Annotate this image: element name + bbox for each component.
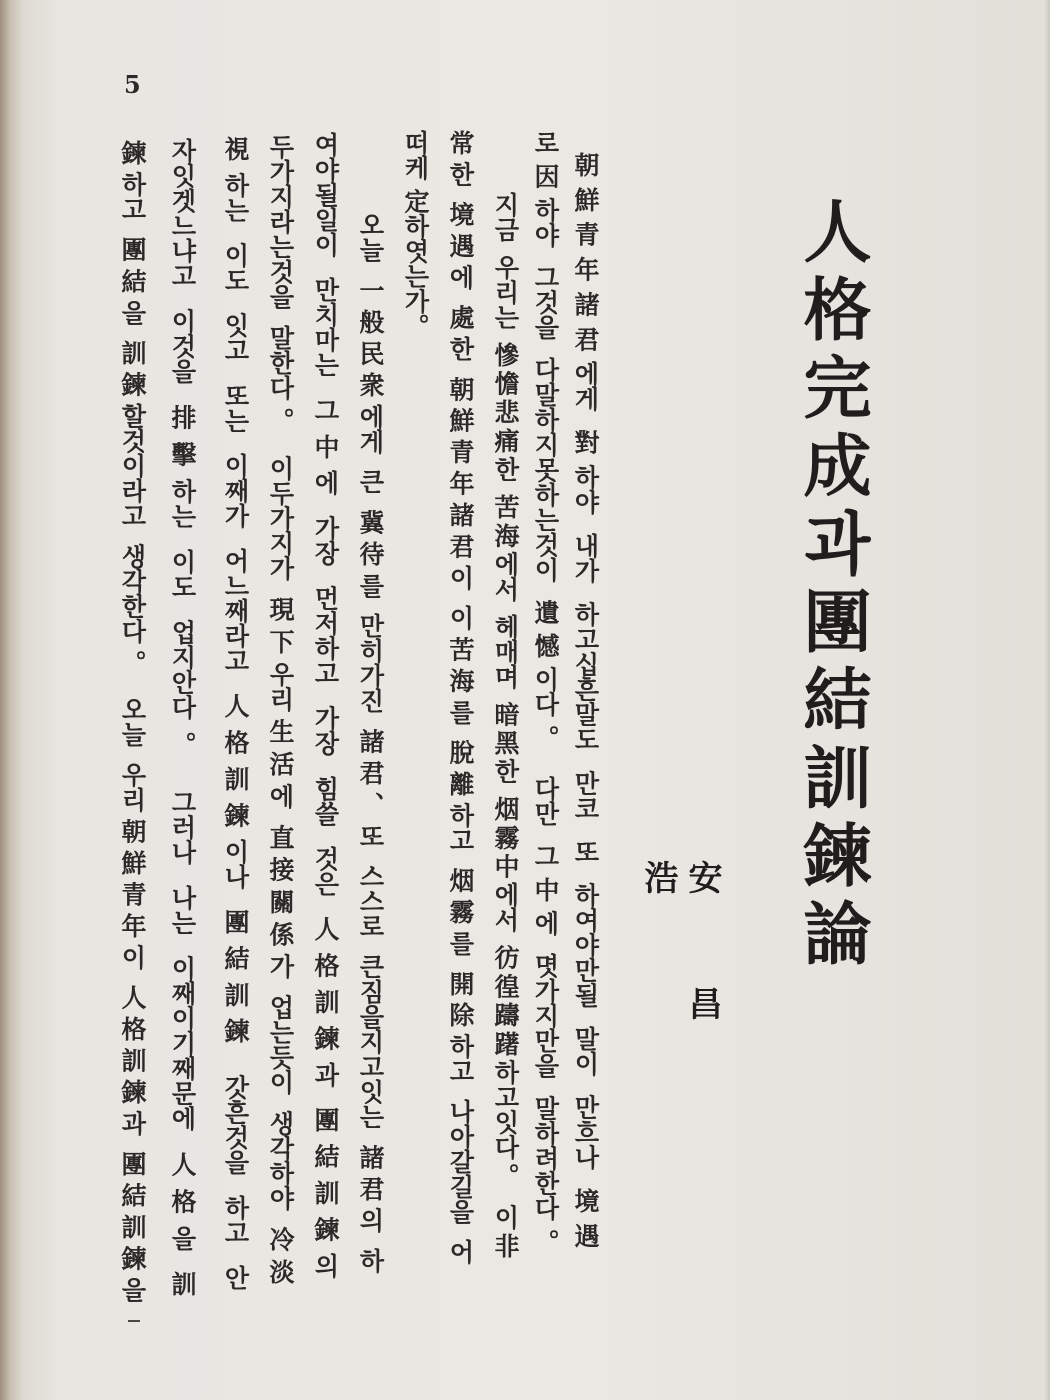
article-title: 人格完成과團結訓鍊論 bbox=[792, 196, 872, 976]
body-column-4: 常한 境遇에 處한 朝鮮青年諸君이 이苦海를 脫離하고 烟霧를 開除하고 나아갈길을 어 bbox=[446, 130, 475, 1264]
author-name: 安昌浩 bbox=[638, 860, 722, 1112]
body-column-3: 지금 우리는 慘憺悲痛한 苦海에서 헤매며 暗黑한 烟霧中에서 彷徨躊躇하고잇다。 이非 bbox=[491, 192, 520, 1258]
body-column-1: 朝鮮青年諸君에게 對하야 내가 하고십흔말도 만코 또 하여야만될 말이 만흐나 境遇 bbox=[571, 152, 600, 1248]
body-column-10: 자잇겟느냐고 이것을 排擊하는 이도 업지안다。 그러나 나는 이째이기째문에 人格을 訓 bbox=[168, 138, 197, 1296]
body-column-8: 두가지라는것을 말한다。 이두가지가 現下우리生活에 直接關係가 업는듯이 생각하야 冷淡 bbox=[266, 134, 295, 1284]
body-column-2: 로因하야 그것을 다말하지못하는것이 遺憾이다。 다만 그中에 몃가지만을 말하려한다。 bbox=[531, 130, 560, 1254]
body-column-5: 떠케 定하엿는가。 bbox=[401, 130, 430, 339]
page-mark bbox=[128, 1320, 140, 1322]
body-column-11: 鍊하고 團結을 訓鍊할것이라고 생각한다。 오늘 우리朝鮮青年이 人格訓鍊과 團結訓鍊을 bbox=[118, 140, 147, 1302]
body-column-6: 오늘 一般民衆에게 큰 冀待를 만히가진 諸君、또 스스로 큰짐을지고잇는 諸君의 하 bbox=[356, 212, 385, 1273]
page-edge-shadow bbox=[1044, 0, 1050, 1400]
body-column-7: 여야될일이 만치마는 그中에 가장 먼저하고 가장 힘쓸 것은 人格訓鍊과 團結訓鍊의 bbox=[311, 132, 340, 1278]
page-number: 5 bbox=[124, 70, 141, 99]
body-column-9: 視하는 이도 잇고 또는 이째가 어느째라고 人格訓鍊이나 團結訓鍊 갓흔것을 하고 안 bbox=[221, 136, 250, 1290]
